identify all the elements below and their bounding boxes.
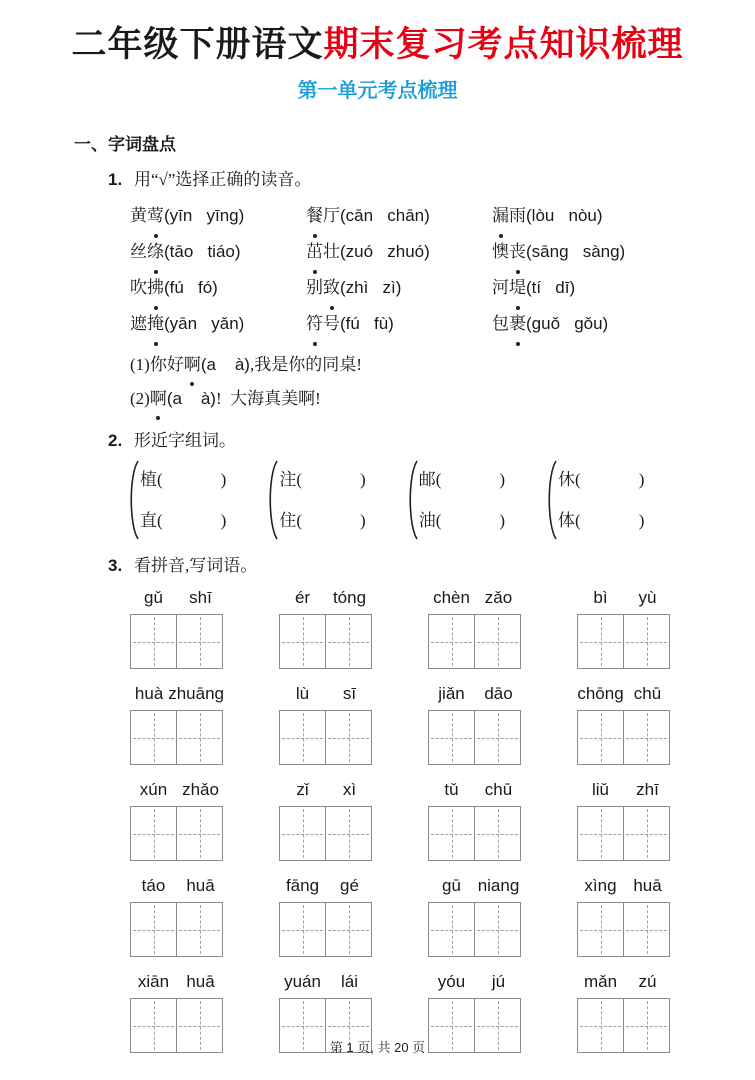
q3-writing-boxes bbox=[428, 614, 522, 669]
q2-pair-row bbox=[126, 459, 755, 541]
q3-word-group bbox=[577, 588, 671, 669]
q3-pinyin-labels bbox=[428, 876, 522, 902]
q2-pair-group bbox=[126, 459, 226, 541]
section-heading: 一、字词盘点 bbox=[74, 135, 176, 155]
char: 丝 bbox=[130, 242, 147, 262]
pinyin-options: (a à) bbox=[166, 389, 216, 409]
pinyin-syllable: niang bbox=[477, 876, 520, 896]
pinyin-options: (zhì zì) bbox=[340, 278, 402, 298]
char: 黄 bbox=[130, 206, 147, 226]
pair-character: 植 bbox=[140, 470, 157, 490]
pinyin-syllable: bì bbox=[593, 588, 608, 608]
question-3-text: 看拼音,写词语。 bbox=[134, 556, 258, 576]
q3-word-group bbox=[130, 780, 224, 861]
character-writing-box bbox=[176, 614, 223, 669]
pinyin-syllable: tǔ bbox=[444, 780, 459, 800]
close-paren: ) bbox=[638, 511, 645, 531]
q1-sentence bbox=[130, 382, 755, 416]
word-characters bbox=[130, 314, 164, 333]
pinyin-syllable: lù bbox=[295, 684, 310, 704]
pinyin-syllable: shī bbox=[189, 588, 212, 608]
q3-pinyin-labels bbox=[279, 780, 373, 806]
open-paren: ( bbox=[157, 470, 163, 490]
pair-character: 休 bbox=[558, 470, 576, 490]
emphasis-dot-char: 拂 bbox=[147, 270, 164, 306]
sentence-suffix: ! 大海真美啊! bbox=[215, 389, 321, 409]
word-characters bbox=[492, 314, 526, 333]
q3-writing-boxes bbox=[279, 614, 373, 669]
character-writing-box bbox=[279, 614, 326, 669]
character-writing-box bbox=[176, 902, 223, 957]
q3-pinyin-labels bbox=[279, 684, 373, 710]
word-characters bbox=[492, 242, 526, 261]
q1-word-item bbox=[130, 306, 306, 342]
pinyin-options: (lòu nòu) bbox=[526, 206, 603, 226]
pair-character: 直 bbox=[140, 511, 157, 531]
character-writing-box bbox=[176, 806, 223, 861]
pinyin-syllable: gǔ bbox=[144, 588, 163, 608]
q3-row bbox=[130, 876, 755, 957]
open-paren: ( bbox=[157, 511, 163, 531]
pinyin-syllable: xìng bbox=[584, 876, 617, 896]
pinyin-syllable: mǎn bbox=[583, 972, 618, 992]
word-characters bbox=[492, 206, 526, 225]
char: 遮 bbox=[130, 314, 147, 334]
q3-writing-boxes bbox=[577, 614, 671, 669]
q3-pinyin-labels bbox=[130, 972, 224, 998]
pinyin-syllable: chèn bbox=[433, 588, 470, 608]
q1-word-grid bbox=[130, 198, 755, 342]
char: 号 bbox=[323, 314, 340, 334]
emphasis-dot-char: 致 bbox=[323, 270, 340, 306]
q3-word-group bbox=[130, 588, 224, 669]
pair-character: 油 bbox=[418, 511, 436, 531]
word-characters bbox=[130, 278, 164, 297]
close-paren: ) bbox=[499, 470, 506, 490]
sentence-prefix: (2) bbox=[130, 389, 150, 409]
question-2 bbox=[108, 426, 755, 451]
pinyin-syllable: dāo bbox=[484, 684, 513, 704]
q3-pinyin-labels bbox=[130, 588, 224, 614]
pinyin-syllable: gé bbox=[340, 876, 359, 896]
char: 吹 bbox=[130, 278, 147, 298]
q1-word-item bbox=[130, 234, 306, 270]
question-1-text: 用“√”选择正确的读音。 bbox=[134, 170, 312, 190]
q2-pair-lines bbox=[558, 459, 644, 541]
close-paren: ) bbox=[220, 470, 227, 490]
q3-writing-boxes bbox=[279, 710, 373, 765]
q3-word-group bbox=[428, 684, 522, 765]
q3-word-group bbox=[130, 876, 224, 957]
word-characters bbox=[492, 278, 526, 297]
pinyin-syllable: jiǎn bbox=[438, 684, 465, 704]
character-writing-box bbox=[474, 806, 521, 861]
pinyin-syllable: gū bbox=[442, 876, 461, 896]
emphasis-dot-char: 莺 bbox=[147, 198, 164, 234]
emphasis-dot-char: 餐 bbox=[306, 198, 323, 234]
sentence-prefix: (1)你好 bbox=[130, 355, 184, 375]
pinyin-options: (sāng sàng) bbox=[526, 242, 626, 262]
emphasis-dot-char: 啊 bbox=[184, 348, 201, 382]
pinyin-options: (tāo tiáo) bbox=[164, 242, 241, 262]
character-writing-box bbox=[130, 806, 177, 861]
q3-pinyin-labels bbox=[577, 972, 671, 998]
pinyin-options: (zuó zhuó) bbox=[340, 242, 430, 262]
pinyin-syllable: tóng bbox=[332, 588, 367, 608]
q3-writing-boxes bbox=[577, 710, 671, 765]
pinyin-syllable: liǔ bbox=[591, 780, 609, 800]
pinyin-options: (tí dī) bbox=[526, 278, 576, 298]
char: 包 bbox=[492, 314, 509, 334]
q2-blank-line bbox=[558, 459, 644, 500]
q3-pinyin-labels bbox=[577, 780, 671, 806]
pinyin-syllable: zǎo bbox=[484, 588, 513, 608]
q2-blank-line bbox=[279, 459, 365, 500]
sentence-suffix: ,我是你的同桌! bbox=[249, 355, 362, 375]
pinyin-syllable: huā bbox=[633, 876, 662, 896]
character-writing-box bbox=[130, 710, 177, 765]
character-writing-box bbox=[623, 614, 670, 669]
emphasis-dot-char: 丧 bbox=[509, 234, 526, 270]
q3-pinyin-labels bbox=[428, 684, 522, 710]
q3-pinyin-labels bbox=[130, 780, 224, 806]
q3-word-group bbox=[130, 684, 224, 765]
pinyin-syllable: lái bbox=[340, 972, 358, 992]
character-writing-box bbox=[623, 710, 670, 765]
question-3 bbox=[108, 551, 755, 576]
open-paren: ( bbox=[296, 470, 303, 490]
emphasis-dot-char: 掩 bbox=[147, 306, 164, 342]
character-writing-box bbox=[130, 614, 177, 669]
character-writing-box bbox=[428, 806, 475, 861]
pinyin-syllable: xún bbox=[139, 780, 168, 800]
emphasis-dot-char: 绦 bbox=[147, 234, 164, 270]
q1-sentence-list bbox=[130, 348, 755, 416]
q3-writing-boxes bbox=[130, 902, 224, 957]
pair-character: 体 bbox=[558, 511, 576, 531]
q3-word-group bbox=[279, 780, 373, 861]
q1-sentence bbox=[130, 348, 755, 382]
left-brace-icon bbox=[265, 459, 279, 541]
q3-word-group bbox=[279, 684, 373, 765]
pinyin-syllable: zhǎo bbox=[182, 780, 219, 800]
open-paren: ( bbox=[435, 470, 442, 490]
left-brace-icon bbox=[126, 459, 140, 541]
pair-character: 邮 bbox=[418, 470, 436, 490]
title-topic-part: 期末复习考点知识梳理 bbox=[323, 25, 684, 64]
q3-word-group bbox=[428, 876, 522, 957]
page-title bbox=[0, 0, 755, 65]
character-writing-box bbox=[428, 710, 475, 765]
character-writing-box bbox=[474, 902, 521, 957]
q2-blank-line bbox=[140, 459, 226, 500]
close-paren: ) bbox=[638, 470, 645, 490]
q3-writing-boxes bbox=[279, 902, 373, 957]
character-writing-box bbox=[325, 614, 372, 669]
q2-blank-line bbox=[558, 500, 644, 541]
q3-writing-boxes bbox=[428, 902, 522, 957]
q3-row bbox=[130, 684, 755, 765]
character-writing-box bbox=[325, 710, 372, 765]
word-characters bbox=[306, 206, 340, 225]
character-writing-box bbox=[130, 902, 177, 957]
character-writing-box bbox=[623, 806, 670, 861]
pinyin-syllable: yù bbox=[638, 588, 657, 608]
open-paren: ( bbox=[435, 511, 442, 531]
question-2-text: 形近字组词。 bbox=[134, 431, 236, 451]
pinyin-syllable: huà bbox=[134, 684, 164, 704]
q3-row bbox=[130, 780, 755, 861]
q2-blank-line bbox=[419, 459, 505, 500]
emphasis-dot-char: 茁 bbox=[306, 234, 323, 270]
q3-word-group bbox=[279, 588, 373, 669]
q2-pair-lines bbox=[140, 459, 226, 541]
character-writing-box bbox=[474, 710, 521, 765]
pinyin-syllable: yóu bbox=[437, 972, 466, 992]
pinyin-syllable: xiān bbox=[137, 972, 170, 992]
pinyin-syllable: zhī bbox=[636, 780, 659, 800]
q2-pair-lines bbox=[279, 459, 365, 541]
page-footer: 第 1 页, 共 20 页 bbox=[329, 1040, 426, 1055]
q3-writing-boxes bbox=[130, 710, 224, 765]
open-paren: ( bbox=[575, 511, 581, 531]
pinyin-syllable: zhuāng bbox=[168, 684, 224, 704]
character-writing-box bbox=[577, 806, 624, 861]
q2-pair-lines bbox=[419, 459, 505, 541]
q1-word-item bbox=[306, 198, 492, 234]
pinyin-options: (yān yǎn) bbox=[164, 314, 245, 334]
q3-word-group bbox=[577, 780, 671, 861]
q3-pinyin-labels bbox=[130, 684, 224, 710]
char: 壮 bbox=[323, 242, 340, 262]
character-writing-box bbox=[577, 614, 624, 669]
title-grade-part: 二年级下册语文 bbox=[71, 25, 324, 64]
char: 雨 bbox=[509, 206, 526, 226]
emphasis-dot-char: 堤 bbox=[509, 270, 526, 306]
q3-pinyin-labels bbox=[279, 972, 373, 998]
word-characters bbox=[306, 242, 340, 261]
q2-blank-line bbox=[279, 500, 365, 541]
q3-row bbox=[130, 588, 755, 669]
pinyin-syllable: chū bbox=[484, 780, 513, 800]
q1-word-item bbox=[492, 270, 755, 306]
unit-subtitle: 第一单元考点梳理 bbox=[297, 80, 458, 103]
question-1-number: 1. bbox=[108, 170, 123, 190]
character-writing-box bbox=[428, 614, 475, 669]
char: 厅 bbox=[323, 206, 340, 226]
close-paren: ) bbox=[360, 470, 366, 490]
character-writing-box bbox=[279, 902, 326, 957]
q1-word-item bbox=[306, 234, 492, 270]
open-paren: ( bbox=[296, 511, 303, 531]
q3-pinyin-labels bbox=[428, 588, 522, 614]
character-writing-box bbox=[176, 710, 223, 765]
pinyin-syllable: zǐ bbox=[296, 780, 309, 800]
q1-word-item bbox=[306, 270, 492, 306]
q3-pinyin-labels bbox=[577, 876, 671, 902]
q3-writing-boxes bbox=[279, 806, 373, 861]
q3-word-group bbox=[577, 876, 671, 957]
pair-character: 住 bbox=[279, 511, 297, 531]
q2-blank-line bbox=[419, 500, 505, 541]
pinyin-syllable: táo bbox=[141, 876, 166, 896]
pinyin-syllable: chū bbox=[633, 684, 662, 704]
q3-word-group bbox=[428, 588, 522, 669]
question-3-number: 3. bbox=[108, 556, 123, 576]
emphasis-dot-char: 漏 bbox=[492, 198, 509, 234]
word-characters bbox=[130, 242, 164, 261]
character-writing-box bbox=[428, 902, 475, 957]
emphasis-dot-char: 啊 bbox=[150, 382, 167, 416]
q2-blank-line bbox=[140, 500, 226, 541]
pinyin-syllable: yuán bbox=[284, 972, 321, 992]
character-writing-box bbox=[279, 806, 326, 861]
q3-pinyin-labels bbox=[428, 972, 522, 998]
q3-writing-boxes bbox=[428, 710, 522, 765]
pinyin-options: (yīn yīng) bbox=[164, 206, 245, 226]
q1-word-item bbox=[492, 198, 755, 234]
question-2-number: 2. bbox=[108, 431, 123, 451]
character-writing-box bbox=[577, 710, 624, 765]
q3-word-group bbox=[577, 684, 671, 765]
q3-word-group bbox=[428, 780, 522, 861]
q3-writing-boxes bbox=[130, 614, 224, 669]
q3-writing-boxes bbox=[130, 806, 224, 861]
character-writing-box bbox=[577, 902, 624, 957]
question-1 bbox=[108, 165, 755, 190]
character-writing-box bbox=[279, 710, 326, 765]
q1-word-item bbox=[492, 306, 755, 342]
pinyin-options: (fú fó) bbox=[164, 278, 218, 298]
q3-grid-rows bbox=[0, 588, 755, 1053]
pinyin-syllable: sī bbox=[342, 684, 357, 704]
pinyin-syllable: xì bbox=[342, 780, 357, 800]
word-characters bbox=[306, 314, 340, 333]
emphasis-dot-char: 裹 bbox=[509, 306, 526, 342]
left-brace-icon bbox=[544, 459, 558, 541]
pinyin-options: (guǒ gǒu) bbox=[526, 314, 609, 334]
pinyin-options: (fú fù) bbox=[340, 314, 394, 334]
q2-pair-group bbox=[544, 459, 644, 541]
close-paren: ) bbox=[360, 511, 366, 531]
q3-pinyin-labels bbox=[130, 876, 224, 902]
pinyin-syllable: zú bbox=[638, 972, 657, 992]
q2-pair-group bbox=[265, 459, 365, 541]
character-writing-box bbox=[325, 902, 372, 957]
char: 别 bbox=[306, 278, 323, 298]
char: 懊 bbox=[492, 242, 509, 262]
pinyin-syllable: huā bbox=[186, 972, 215, 992]
q3-pinyin-labels bbox=[577, 684, 671, 710]
character-writing-box bbox=[474, 614, 521, 669]
open-paren: ( bbox=[575, 470, 581, 490]
pinyin-syllable: jú bbox=[491, 972, 506, 992]
pinyin-syllable: huā bbox=[186, 876, 215, 896]
character-writing-box bbox=[623, 902, 670, 957]
q1-word-item bbox=[130, 270, 306, 306]
word-characters bbox=[130, 206, 164, 225]
pair-character: 注 bbox=[279, 470, 297, 490]
char: 河 bbox=[492, 278, 509, 298]
close-paren: ) bbox=[220, 511, 227, 531]
character-writing-box bbox=[325, 806, 372, 861]
q3-writing-boxes bbox=[577, 806, 671, 861]
word-characters bbox=[306, 278, 340, 297]
q1-word-item bbox=[492, 234, 755, 270]
q1-word-item bbox=[130, 198, 306, 234]
q3-pinyin-labels bbox=[577, 588, 671, 614]
pinyin-syllable: fāng bbox=[285, 876, 320, 896]
q2-pair-group bbox=[405, 459, 505, 541]
q1-word-item bbox=[306, 306, 492, 342]
q3-pinyin-labels bbox=[428, 780, 522, 806]
pinyin-syllable: ér bbox=[294, 588, 311, 608]
emphasis-dot-char: 符 bbox=[306, 306, 323, 342]
q3-writing-boxes bbox=[577, 902, 671, 957]
left-brace-icon bbox=[405, 459, 419, 541]
q3-pinyin-labels bbox=[279, 876, 373, 902]
q3-writing-boxes bbox=[428, 806, 522, 861]
pinyin-syllable: chōng bbox=[577, 684, 624, 704]
pinyin-options: (cān chān) bbox=[340, 206, 430, 226]
pinyin-options: (a à) bbox=[200, 355, 250, 375]
close-paren: ) bbox=[499, 511, 506, 531]
q3-word-group bbox=[279, 876, 373, 957]
q3-pinyin-labels bbox=[279, 588, 373, 614]
